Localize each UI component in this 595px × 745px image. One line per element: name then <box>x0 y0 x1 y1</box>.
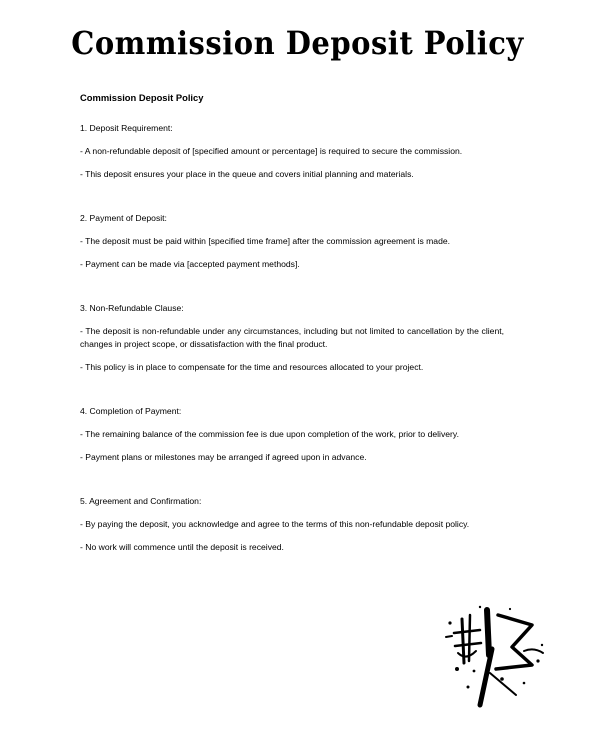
section-title: 2. Payment of Deposit: <box>80 213 167 223</box>
section-title: 5. Agreement and Confirmation: <box>80 496 202 506</box>
section-line: - Payment plans or milestones may be arranged if agreed upon in advance. <box>80 452 367 462</box>
section-line: - Payment can be made via [accepted payment methods]. <box>80 259 300 269</box>
section-title: 1. Deposit Requirement: <box>80 123 173 133</box>
section-title: 3. Non-Refundable Clause: <box>80 303 184 313</box>
section-line: - By paying the deposit, you acknowledge and agree to the terms of this non-refundable deposit policy. <box>80 519 470 529</box>
section-line: - A non-refundable deposit of [specified amount or percentage] is required to secure the commission. <box>80 146 463 156</box>
document-title: Commission Deposit Policy <box>71 24 524 62</box>
document-heading: Commission Deposit Policy <box>80 92 204 103</box>
section-line: - The remaining balance of the commission fee is due upon completion of the work, prior to delivery. <box>80 429 459 439</box>
policy-section-3 <box>80 301 504 374</box>
section-line: - The deposit must be paid within [specified time frame] after the commission agreement is made. <box>80 236 451 246</box>
handwritten-signature-icon <box>440 603 550 713</box>
policy-section-1 <box>80 121 504 181</box>
document-body <box>80 91 504 564</box>
policy-section-4 <box>80 404 504 464</box>
section-title: 4. Completion of Payment: <box>80 406 182 416</box>
section-line: - No work will commence until the deposit is received. <box>80 542 284 552</box>
policy-section-2 <box>80 211 504 271</box>
section-line: - This policy is in place to compensate for the time and resources allocated to your project. <box>80 362 424 372</box>
policy-section-5 <box>80 494 504 554</box>
section-line: - The deposit is non-refundable under any circumstances, including but not limited to cancellation by the client, changes in project scope, or dissatisfaction with the final product. <box>80 326 504 349</box>
section-line: - This deposit ensures your place in the queue and covers initial planning and materials. <box>80 169 414 179</box>
